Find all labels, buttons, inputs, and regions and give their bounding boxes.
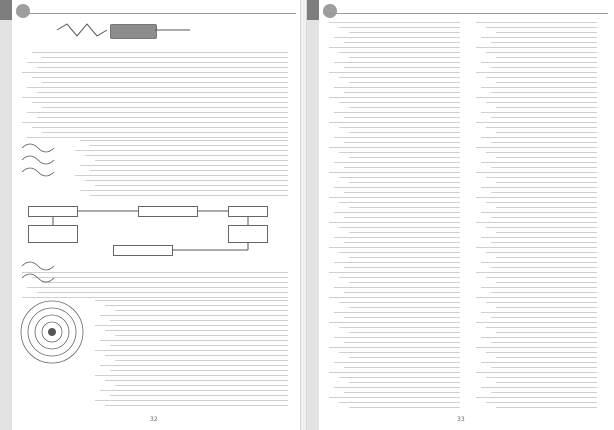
text-line <box>329 97 460 98</box>
left-page <box>0 0 300 430</box>
text-line <box>329 147 460 148</box>
text-line <box>80 190 288 191</box>
text-line <box>486 252 597 253</box>
text-line <box>496 57 597 58</box>
text-line <box>110 395 288 396</box>
text-line <box>27 87 288 88</box>
text-line <box>42 132 288 133</box>
text-line <box>476 47 597 48</box>
text-line <box>496 257 597 258</box>
text-line <box>100 365 288 366</box>
text-line <box>349 257 460 258</box>
text-line <box>344 392 460 393</box>
text-line <box>334 262 460 263</box>
text-line <box>339 152 460 153</box>
text-line <box>349 332 460 333</box>
text-line <box>334 187 460 188</box>
text-line <box>481 362 597 363</box>
text-line <box>329 72 460 73</box>
text-line <box>339 52 460 53</box>
text-line <box>476 147 597 148</box>
text-line <box>491 392 597 393</box>
text-line <box>476 22 597 23</box>
text-line <box>491 42 597 43</box>
text-line <box>481 37 597 38</box>
text-line <box>481 237 597 238</box>
text-line <box>339 352 460 353</box>
text-line <box>344 242 460 243</box>
right-chapter-badge <box>323 4 337 18</box>
text-line <box>334 87 460 88</box>
text-line <box>481 87 597 88</box>
text-line <box>42 82 288 83</box>
text-line <box>339 402 460 403</box>
text-line <box>349 182 460 183</box>
text-line <box>329 397 460 398</box>
atom-orbit-diagram <box>20 300 90 370</box>
text-line <box>334 362 460 363</box>
text-line <box>349 157 460 158</box>
text-line <box>95 400 288 401</box>
text-line <box>491 92 597 93</box>
text-line <box>90 170 288 171</box>
text-line <box>344 192 460 193</box>
text-line <box>496 107 597 108</box>
right-page <box>307 0 614 430</box>
text-line <box>90 145 288 146</box>
text-line <box>27 112 288 113</box>
text-line <box>486 152 597 153</box>
text-line <box>486 277 597 278</box>
text-line <box>486 402 597 403</box>
left-side-tab <box>0 0 12 430</box>
text-line <box>349 32 460 33</box>
text-line <box>349 382 460 383</box>
text-line <box>22 97 288 98</box>
text-line <box>334 287 460 288</box>
text-line <box>32 102 288 103</box>
text-line <box>486 377 597 378</box>
text-line <box>37 67 288 68</box>
text-line <box>476 397 597 398</box>
text-line <box>486 127 597 128</box>
wave-diagram-2 <box>20 258 70 298</box>
text-line <box>329 222 460 223</box>
text-line <box>486 52 597 53</box>
text-line <box>22 72 288 73</box>
text-line <box>344 167 460 168</box>
text-line <box>115 385 288 386</box>
text-line <box>105 405 288 406</box>
text-line <box>344 217 460 218</box>
text-line <box>339 252 460 253</box>
text-line <box>329 22 460 23</box>
text-line <box>42 57 288 58</box>
text-line <box>37 292 288 293</box>
text-line <box>349 357 460 358</box>
text-line <box>496 232 597 233</box>
text-line <box>334 337 460 338</box>
text-line <box>496 182 597 183</box>
text-line <box>476 222 597 223</box>
text-line <box>100 315 288 316</box>
bar-diagram-svg <box>55 20 195 50</box>
text-line <box>486 327 597 328</box>
text-line <box>349 282 460 283</box>
text-line <box>496 132 597 133</box>
text-line <box>481 187 597 188</box>
text-line <box>95 185 288 186</box>
left-chapter-badge <box>16 4 30 18</box>
text-line <box>476 97 597 98</box>
text-line <box>476 72 597 73</box>
text-line <box>22 122 288 123</box>
text-line <box>344 92 460 93</box>
text-line <box>32 277 288 278</box>
text-line <box>481 162 597 163</box>
text-line <box>496 82 597 83</box>
wave-diagram-1 <box>20 140 70 180</box>
text-line <box>110 320 288 321</box>
text-line <box>496 357 597 358</box>
text-line <box>344 267 460 268</box>
text-line <box>481 212 597 213</box>
text-line <box>349 107 460 108</box>
text-line <box>105 305 288 306</box>
text-line <box>476 172 597 173</box>
text-line <box>349 82 460 83</box>
text-line <box>110 345 288 346</box>
text-line <box>491 217 597 218</box>
text-line <box>344 67 460 68</box>
text-line <box>339 302 460 303</box>
text-line <box>334 212 460 213</box>
text-line <box>334 387 460 388</box>
text-line <box>90 195 288 196</box>
text-line <box>334 112 460 113</box>
text-line <box>95 350 288 351</box>
text-line <box>344 42 460 43</box>
text-line <box>496 382 597 383</box>
text-line <box>42 107 288 108</box>
text-line <box>486 27 597 28</box>
text-line <box>75 150 288 151</box>
text-line <box>491 167 597 168</box>
text-line <box>476 347 597 348</box>
text-line <box>27 62 288 63</box>
text-line <box>491 242 597 243</box>
text-line <box>486 77 597 78</box>
text-line <box>344 342 460 343</box>
text-line <box>80 140 288 141</box>
text-line <box>339 102 460 103</box>
text-line <box>334 312 460 313</box>
text-line <box>486 202 597 203</box>
text-line <box>95 300 288 301</box>
text-line <box>334 37 460 38</box>
text-line <box>486 177 597 178</box>
text-line <box>334 162 460 163</box>
text-line <box>85 155 288 156</box>
text-line <box>349 207 460 208</box>
text-line <box>344 142 460 143</box>
text-line <box>349 57 460 58</box>
right-header-rule <box>323 13 608 14</box>
text-line <box>344 317 460 318</box>
text-line <box>491 192 597 193</box>
text-line <box>491 142 597 143</box>
text-line <box>344 117 460 118</box>
text-line <box>481 112 597 113</box>
text-line <box>32 127 288 128</box>
text-line <box>329 172 460 173</box>
text-line <box>481 337 597 338</box>
text-line <box>486 227 597 228</box>
text-line <box>339 377 460 378</box>
text-line <box>329 322 460 323</box>
text-line <box>329 372 460 373</box>
right-tab-text <box>307 30 319 190</box>
text-line <box>344 292 460 293</box>
text-line <box>115 335 288 336</box>
right-tab-head <box>307 0 319 20</box>
text-line <box>85 180 288 181</box>
text-line <box>37 92 288 93</box>
text-line <box>115 360 288 361</box>
text-line <box>334 137 460 138</box>
text-line <box>75 175 288 176</box>
text-line <box>339 77 460 78</box>
left-header-rule <box>16 13 296 14</box>
text-line <box>80 165 288 166</box>
text-line <box>100 340 288 341</box>
text-line <box>496 407 597 408</box>
text-line <box>481 387 597 388</box>
text-line <box>481 312 597 313</box>
text-line <box>496 307 597 308</box>
text-line <box>339 227 460 228</box>
text-line <box>339 327 460 328</box>
text-line <box>491 342 597 343</box>
right-page-number: 33 <box>457 416 465 423</box>
text-line <box>496 332 597 333</box>
text-line <box>496 157 597 158</box>
left-tab-text <box>0 30 12 190</box>
text-line <box>115 310 288 311</box>
text-line <box>491 117 597 118</box>
text-line <box>105 355 288 356</box>
text-line <box>37 117 288 118</box>
text-line <box>481 287 597 288</box>
text-line <box>329 347 460 348</box>
text-line <box>334 237 460 238</box>
text-line <box>42 282 288 283</box>
left-page-number: 32 <box>150 416 158 423</box>
book-gutter <box>300 0 307 430</box>
text-line <box>349 232 460 233</box>
text-line <box>476 272 597 273</box>
text-line <box>105 380 288 381</box>
text-line <box>329 272 460 273</box>
text-line <box>476 122 597 123</box>
text-line <box>95 375 288 376</box>
text-line <box>95 160 288 161</box>
text-line <box>339 27 460 28</box>
text-line <box>481 62 597 63</box>
text-line <box>491 367 597 368</box>
text-line <box>481 137 597 138</box>
left-tab-head <box>0 0 12 20</box>
text-line <box>349 307 460 308</box>
text-line <box>334 62 460 63</box>
text-line <box>329 247 460 248</box>
text-line <box>481 262 597 263</box>
text-line <box>339 277 460 278</box>
text-line <box>339 177 460 178</box>
text-line <box>476 247 597 248</box>
text-line <box>344 367 460 368</box>
text-line <box>486 102 597 103</box>
text-line <box>27 137 288 138</box>
text-line <box>349 407 460 408</box>
right-side-tab <box>307 0 319 430</box>
text-line <box>329 297 460 298</box>
text-line <box>329 47 460 48</box>
text-line <box>110 370 288 371</box>
text-line <box>476 197 597 198</box>
text-line <box>32 52 288 53</box>
text-line <box>329 122 460 123</box>
text-line <box>486 352 597 353</box>
text-line <box>496 282 597 283</box>
text-line <box>476 322 597 323</box>
bar-diagram <box>55 20 195 50</box>
text-line <box>486 302 597 303</box>
text-line <box>491 267 597 268</box>
text-line <box>100 390 288 391</box>
text-line <box>491 292 597 293</box>
text-line <box>496 32 597 33</box>
text-line <box>339 202 460 203</box>
text-line <box>329 197 460 198</box>
text-line <box>339 127 460 128</box>
text-line <box>349 132 460 133</box>
text-line <box>476 297 597 298</box>
text-line <box>105 330 288 331</box>
text-line <box>496 207 597 208</box>
text-line <box>32 77 288 78</box>
text-line <box>476 372 597 373</box>
text-line <box>95 325 288 326</box>
text-line <box>491 67 597 68</box>
text-line <box>491 317 597 318</box>
